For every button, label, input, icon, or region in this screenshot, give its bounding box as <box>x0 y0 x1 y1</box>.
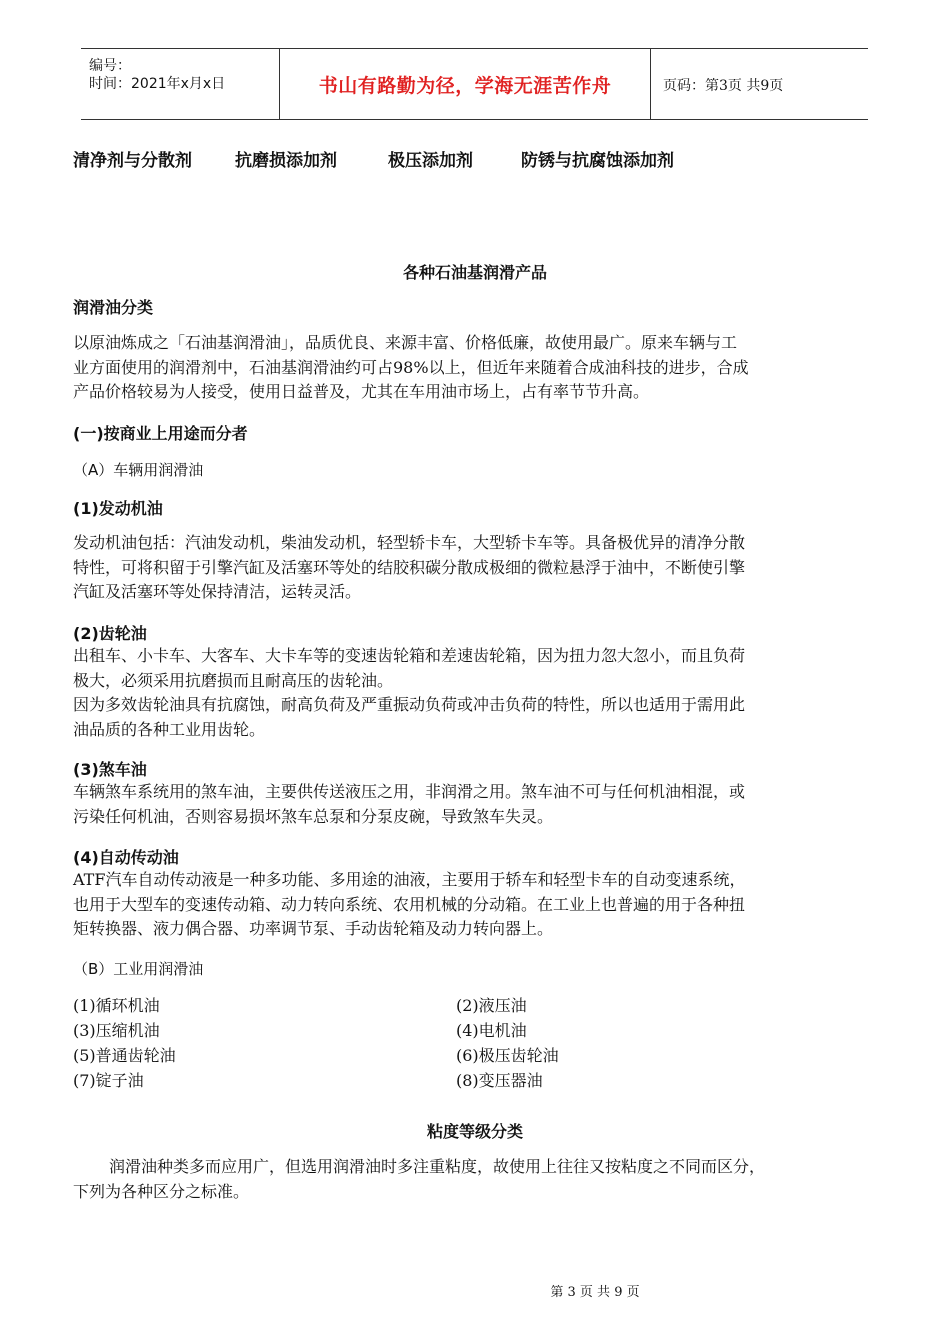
text-line: 矩转换器、液力偶合器、功率调节泵、手动齿轮箱及动力转向器上。 <box>73 919 554 938</box>
header-motto-cell <box>280 49 651 119</box>
category-item: 防锈与抗腐蚀添加剂 <box>521 151 674 171</box>
category-item: 抗磨损添加剂 <box>235 151 337 171</box>
industrial-oil-list <box>73 993 673 1093</box>
list-row <box>73 993 673 1018</box>
text-line: 特性，可将积留于引擎汽缸及活塞环等处的结胶积碳分散成极细的微粒悬浮于油中，不断使引擎 <box>73 557 746 577</box>
text-line: 以原油炼成之「石油基润滑油」，品质优良、来源丰富、价格低廉，故使用最广。原来车辆与工 <box>73 333 738 352</box>
atf-paragraph <box>73 868 885 942</box>
viscosity-paragraph <box>73 1155 885 1204</box>
text-line: 业方面使用的润滑剂中，石油基润滑油约可占98%以上，但近年来随着合成油科技的进步，合成 <box>73 357 749 377</box>
header-page-cell <box>651 49 868 119</box>
text-line: 油品质的各种工业用齿轮。 <box>73 719 266 739</box>
list-item: (6)极压齿轮油 <box>456 1046 559 1065</box>
section-heading: 润滑油分类 <box>73 298 154 317</box>
list-item: (8)变压器油 <box>456 1071 543 1090</box>
viscosity-title: 粘度等级分类 <box>426 1122 523 1141</box>
category-item: 清净剂与分散剂 <box>73 151 192 171</box>
document-header <box>81 48 868 120</box>
gear-oil-heading: (2)齿轮油 <box>73 624 147 643</box>
text-line: 出租车、小卡车、大客车、大卡车等的变速齿轮箱和差速齿轮箱，因为扭力忽大忽小，而且负荷 <box>73 646 746 665</box>
list-row <box>73 1018 673 1043</box>
list-item: (3)压缩机油 <box>73 1021 160 1040</box>
text-line: 污染任何机油，否则容易损坏煞车总泵和分泵皮碗，导致煞车失灵。 <box>73 806 554 826</box>
list-item: (5)普通齿轮油 <box>73 1046 176 1065</box>
list-item: (7)锭子油 <box>73 1071 144 1090</box>
text-line: ATF汽车自动传动液是一种多功能、多用途的油液，主要用于轿车和轻型卡车的自动变速系统， <box>73 870 746 889</box>
atf-heading: (4)自动传动油 <box>73 848 179 867</box>
engine-oil-paragraph <box>73 531 885 605</box>
category-item: 极压添加剂 <box>388 151 473 171</box>
gear-oil-paragraph <box>73 644 885 742</box>
main-title: 各种石油基润滑产品 <box>402 263 547 282</box>
document-time-label: 时间：2021年x月x日 <box>89 76 226 92</box>
header-meta-cell <box>81 49 280 119</box>
brake-oil-heading: (3)煞车油 <box>73 760 147 779</box>
text-line: 下列为各种区分之标准。 <box>73 1181 250 1201</box>
engine-oil-heading: (1)发动机油 <box>73 499 163 518</box>
list-item: (2)液压油 <box>456 996 527 1015</box>
group-b-label: （B）工业用润滑油 <box>73 960 204 978</box>
document-number-label: 编号： <box>89 58 131 74</box>
text-line: 发动机油包括：汽油发动机，柴油发动机，轻型轿卡车，大型轿卡车等。具备极优异的清净分散 <box>73 533 746 552</box>
list-row <box>73 1068 673 1093</box>
brake-oil-paragraph <box>73 780 885 829</box>
header-page-info: 页码：第3页 共9页 <box>663 78 784 94</box>
list-item: (4)电机油 <box>456 1021 527 1040</box>
subsection-heading: (一)按商业上用途而分者 <box>73 424 248 443</box>
text-line: 产品价格较易为人接受，使用日益普及，尤其在车用油市场上，占有率节节升高。 <box>73 382 650 401</box>
header-motto: 书山有路勤为径，学海无涯苦作舟 <box>318 75 612 97</box>
page-footer: 第 3 页 共 9 页 <box>550 1285 640 1300</box>
text-line: 汽缸及活塞环等处保持清洁，运转灵活。 <box>73 582 362 601</box>
list-item: (1)循环机油 <box>73 996 160 1015</box>
intro-paragraph <box>73 331 885 405</box>
group-a-label: （A）车辆用润滑油 <box>73 461 204 479</box>
text-line: 因为多效齿轮油具有抗腐蚀，耐高负荷及严重振动负荷或冲击负荷的特性，所以也适用于需用此 <box>73 695 746 714</box>
text-line: 润滑油种类多而应用广，但选用润滑油时多注重粘度，故使用上往往又按粘度之不同而区分， <box>109 1157 766 1176</box>
text-line: 极大，必须采用抗磨损而且耐高压的齿轮油。 <box>73 670 394 690</box>
text-line: 车辆煞车系统用的煞车油，主要供传送液压之用，非润滑之用。煞车油不可与任何机油相混，或 <box>73 782 746 801</box>
text-line: 也用于大型车的变速传动箱、动力转向系统、农用机械的分动箱。在工业上也普遍的用于各种扭 <box>73 894 746 914</box>
list-row <box>73 1043 673 1068</box>
